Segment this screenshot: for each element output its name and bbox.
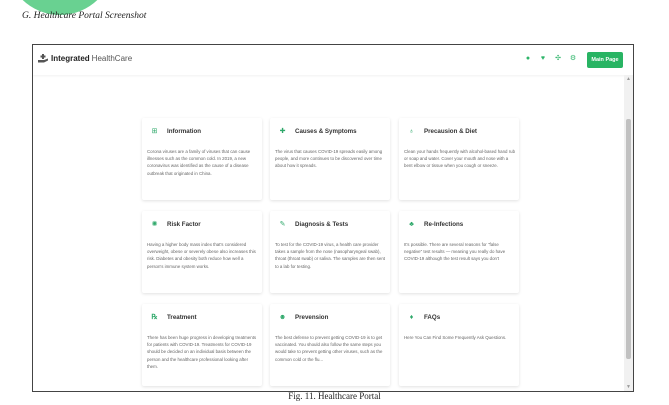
card-body: The virus that causes COVID-19 spreads easily among people, and more continues to be discovered over time about how it spreads. [275,149,383,169]
card-title: Causes & Symptoms [295,128,357,135]
vertical-scrollbar[interactable] [624,75,633,391]
card-header [407,127,477,136]
card-title: FAQs [424,314,441,321]
card-body: There has been huge progress in developing treatments for patients with COVID-19. Treatments for COVID-19 should be decided on an individual basis between the person and the healthcare professional looking after them. [147,335,257,369]
card-header [278,220,348,229]
navbar [33,45,633,75]
card-information[interactable] [142,118,262,200]
logo-bold-text: Integrated [51,54,90,63]
card-body: The best defense to prevent getting COVID-19 is to get vaccinated. You should also follow the same steps you would take to prevent getting other viruses, such as the common cold or the flu... [275,335,383,362]
card-header [407,220,463,229]
prescription-icon: ℞ [151,314,158,321]
social-links [524,55,584,63]
figure-caption: Fig. 11. Healthcare Portal [288,391,381,401]
logo[interactable] [38,54,132,63]
card-precausion-diet[interactable] [399,118,519,200]
card-title: Precausion & Diet [424,128,477,135]
card-body: Corona viruses are a family of viruses that can cause illnesses such as the common cold. In 2019, a new coronavirus was identified as the cause of a disease outbreak that originated in China. [147,149,251,176]
card-header [150,127,201,136]
card-title: Diagnosis & Tests [295,221,349,228]
scroll-up-arrow-icon[interactable]: ▲ [626,76,631,82]
scrollbar-thumb[interactable] [626,119,631,359]
virus-icon: ✺ [151,221,158,228]
slack-icon[interactable]: ✣ [555,55,561,62]
lightbulb-icon: ♦ [409,314,414,321]
hand-plus-logo-icon [38,54,48,63]
card-re-infections[interactable] [399,211,519,293]
card-causes-symptoms[interactable] [270,118,390,200]
globe-icon[interactable]: ⚙ [569,55,577,62]
stethoscope-icon: ♁ [408,128,415,135]
card-body: Having a higher body mass index that's considered overweight, obese or severely obese also increases this risk. Diabetes and obesity both reduce how well a person's immune system works. [147,242,256,269]
syringe-icon: ✎ [279,221,286,228]
card-body: It's possible. There are several reasons for "false negative" test results — meaning you really do have COVID-19 although the test result says you don't [404,242,506,262]
scroll-down-arrow-icon[interactable]: ▼ [626,384,631,390]
card-title: Risk Factor [167,221,201,228]
document-heading: G. Healthcare Portal Screenshot [22,11,147,21]
card-treatment[interactable] [142,304,262,386]
card-title: Treatment [167,314,197,321]
signpost-icon: ⊞ [151,128,158,135]
screenshot-frame [32,44,634,392]
card-diagnosis-tests[interactable] [270,211,390,293]
main-page-button[interactable]: Main Page [587,52,623,68]
card-body: To test for the COVID-19 virus, a health care provider takes a sample from the nose (nasopharyngeal swab), throat (throat swab) or saliva. The samples are then sent to a lab for testing. [275,242,385,269]
card-title: Prevension [295,314,329,321]
twitter-icon[interactable]: ♥ [540,55,546,62]
card-header [150,313,197,322]
card-body: Here You Can Find Some Frequently Ask Questions. [404,335,507,340]
card-title: Information [167,128,202,135]
card-header [407,313,440,322]
card-body: Clean your hands frequently with alcohol-based hand rub or soap and water. Cover your mouth and nose with a bent elbow or tissue when you cough or sneeze. [404,149,516,169]
card-header [278,313,328,322]
first-aid-icon: ✚ [279,128,286,135]
card-header [150,220,201,229]
mask-icon: ☻ [278,314,287,321]
card-title: Re-Infections [424,221,464,228]
lungs-icon: ♣ [409,221,414,228]
card-risk-factor[interactable] [142,211,262,293]
logo-light-text: HealthCare [91,54,133,63]
card-faqs[interactable] [399,304,519,386]
card-header [278,127,357,136]
github-icon[interactable]: ● [525,55,531,62]
card-prevension[interactable] [270,304,390,386]
